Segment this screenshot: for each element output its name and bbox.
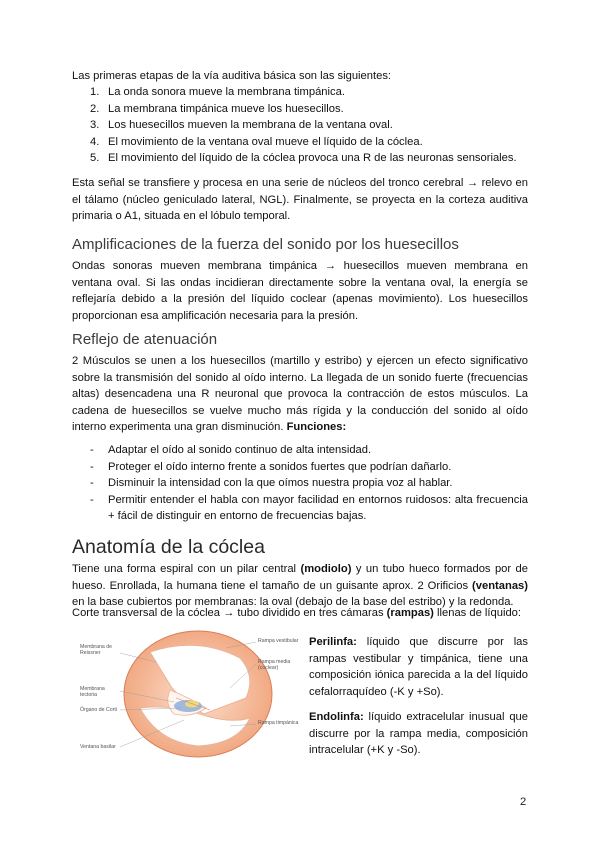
list-dash: - — [90, 460, 94, 473]
list-number: 1. — [90, 86, 100, 98]
label-reissner: Membrana de Reissner — [80, 644, 113, 656]
list-number: 4. — [90, 135, 100, 148]
list-text: La membrana timpánica mueve los huesecillos. — [108, 102, 344, 115]
reflex-paragraph — [72, 353, 528, 436]
text-run: Corte transversal de la cóclea → tubo dividido en tres cámaras — [72, 607, 387, 619]
term-rampas: (rampas) — [386, 607, 434, 619]
section-heading-anatomy: Anatomía de la cóclea — [72, 536, 265, 558]
term-ventanas: (ventanas) — [472, 579, 528, 592]
list-item — [72, 442, 528, 459]
list-item — [72, 84, 528, 101]
anatomy-paragraph — [72, 561, 528, 611]
label-corti: Órgano de Corti — [80, 707, 117, 713]
list-number: 2. — [90, 102, 100, 115]
functions-label: Funciones: — [286, 421, 347, 433]
page-number: 2 — [520, 796, 527, 808]
list-item — [72, 117, 528, 134]
reflex-body: 2 Músculos se unen a los huesecillos (martillo y estribo) y ejercen un efecto significativo sobre la transmisión del sonido al oído interno. La llegada de un sonido fuerte (frecuencias altas) desencadena una R neuronal que provoca la contracción de estos músculos. La cadena de huesecillos se vuelve mucho más rígida y la conducción del sonido al oído interno experimenta una gran disminución. — [72, 355, 528, 433]
text-run: en la base cubiertos por membranas: la oval (debajo de la base del estribo) y la redonda. — [72, 596, 514, 608]
cross-section-paragraph — [72, 605, 528, 622]
list-number: 5. — [90, 152, 100, 164]
amplification-paragraph: Ondas sonoras mueven membrana timpánica → huesecillos mueven membrana en ventana oval. Si las ondas incidieran directamente sobre la ventana oval, la energía se reflejaría debido a la presión del líquido coclear (apenas movimiento). Los huesecillos proporcionan esa amplificación necesaria para la presión. — [72, 260, 528, 322]
list-item — [72, 134, 528, 151]
list-item — [72, 475, 528, 492]
signal-paragraph: Esta señal se transfiere y procesa en una serie de núcleos del tronco cerebral → relevo en el tálamo (núcleo geniculado lateral, NGL). Finalmente, se proyecta en la corteza auditiva primaria o A1, situada en el lóbulo temporal. — [72, 177, 528, 222]
list-text: Disminuir la intensidad con la que oímos nuestra propia voz al hablar. — [108, 477, 453, 489]
list-text: El movimiento del líquido de la cóclea provoca una R de las neuronas sensoriales. — [108, 152, 517, 164]
text-run: y un tubo hueco formados por de hueso. Enrollada, la humana tiene el tamaño de un guisante aprox. 2 Orificios — [72, 563, 528, 592]
cochlea-cross-section-figure — [80, 628, 302, 758]
list-text: Proteger el oído interno frente a sonidos fuertes que podrían dañarlo. — [108, 460, 452, 473]
text-run: Tiene una forma espiral con un pilar central — [72, 563, 301, 575]
label-vestibular: Rampa vestibular — [258, 638, 299, 644]
list-number: 3. — [90, 119, 100, 131]
list-dash: - — [90, 444, 94, 456]
term-endolinfa: Endolinfa: — [309, 711, 364, 723]
text-run: líquido que discurre por las rampas vestibular y timpánica, tiene una composición iónica parecida a la del líquido cefalorraquídeo (-K y +So). — [309, 636, 528, 698]
label-basilar: Ventana basilar — [80, 744, 116, 750]
list-text: Los huesecillos mueven la membrana de la ventana oval. — [108, 119, 393, 131]
intro-text: Las primeras etapas de la vía auditiva básica son las siguientes: — [72, 70, 392, 82]
functions-list — [72, 442, 528, 525]
list-text: El movimiento de la ventana oval mueve el líquido de la cóclea. — [108, 135, 423, 148]
list-dash: - — [90, 477, 94, 489]
list-text: La onda sonora mueve la membrana timpánica. — [108, 86, 345, 98]
term-modiolo: (modiolo) — [300, 563, 352, 575]
label-timpanica: Rampa timpánica — [258, 720, 299, 726]
label-media: Rampa media (coclear) — [258, 659, 291, 671]
list-dash: - — [90, 493, 94, 506]
section-heading-reflex: Reflejo de atenuación — [72, 331, 218, 348]
label-tectoria: Membrana tectoria — [80, 686, 105, 698]
list-item — [72, 492, 528, 525]
term-perilinfa: Perilinfa: — [309, 636, 357, 648]
endolinfa-paragraph — [309, 709, 528, 759]
list-text: Adaptar el oído al sonido continuo de alta intensidad. — [108, 444, 372, 456]
list-item — [72, 150, 528, 167]
list-item — [72, 459, 528, 476]
text-run: líquido extracelular inusual que discurre por la rampa media, composición intracelular (+K y -So). — [309, 711, 528, 756]
text-run: llenas de líquido: — [433, 607, 521, 619]
list-item — [72, 101, 528, 118]
perilinfa-paragraph — [309, 634, 528, 700]
list-text: Permitir entender el habla con mayor facilidad en entornos ruidosos: alta frecuencia + fácil de distinguir en entorno de frecuencias bajas. — [108, 493, 528, 522]
auditory-steps-list — [72, 84, 528, 167]
section-heading-amplification: Amplificaciones de la fuerza del sonido por los huesecillos — [72, 236, 459, 253]
